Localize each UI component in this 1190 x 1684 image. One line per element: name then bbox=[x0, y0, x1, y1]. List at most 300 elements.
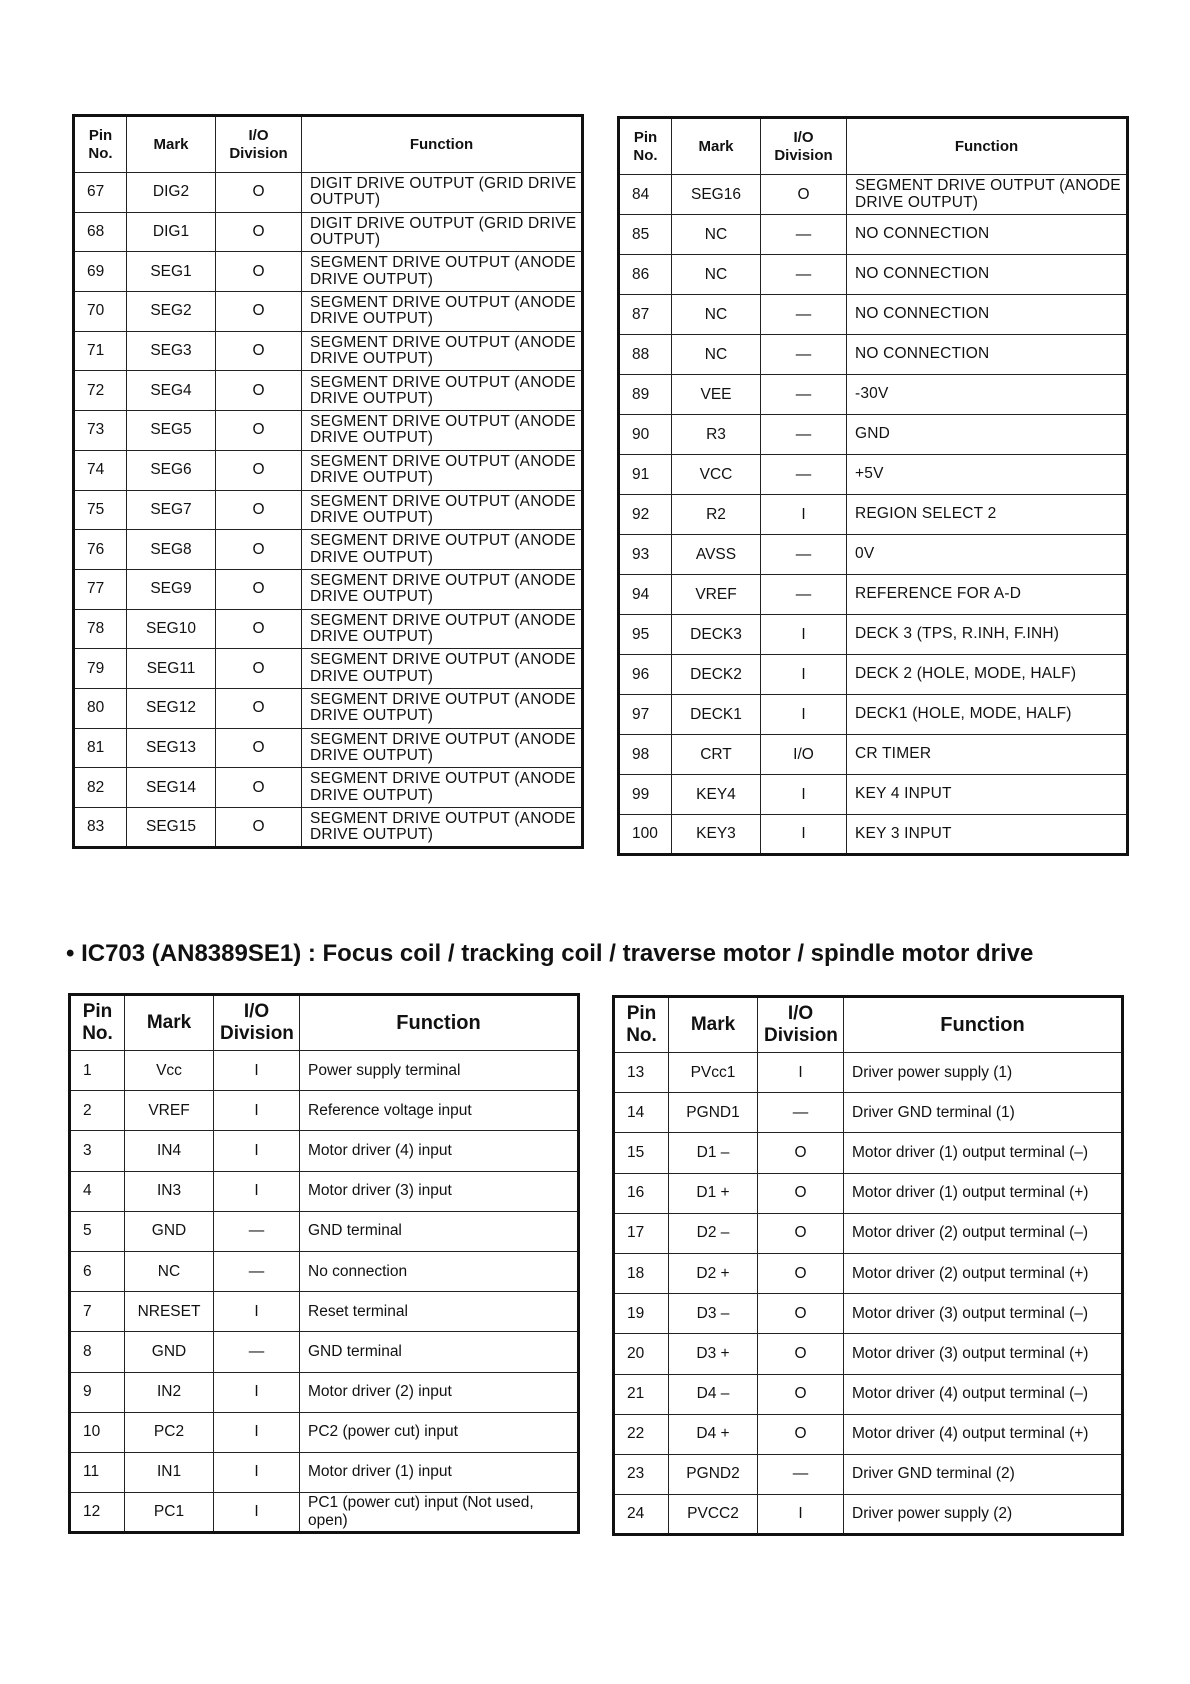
pin-cell: 14 bbox=[614, 1093, 669, 1133]
function-cell: SEGMENT DRIVE OUTPUT (ANODE DRIVE OUTPUT) bbox=[302, 808, 583, 848]
io-cell: I bbox=[761, 695, 847, 735]
pin-cell: 23 bbox=[614, 1454, 669, 1494]
header-mark: Mark bbox=[127, 116, 216, 173]
io-cell: I bbox=[214, 1412, 300, 1452]
function-cell: Motor driver (3) output terminal (+) bbox=[844, 1334, 1123, 1374]
mark-cell: SEG11 bbox=[127, 649, 216, 689]
table-row bbox=[614, 1053, 1123, 1093]
mark-cell: SEG9 bbox=[127, 569, 216, 609]
function-cell: SEGMENT DRIVE OUTPUT (ANODE DRIVE OUTPUT) bbox=[302, 252, 583, 292]
mark-cell: IN2 bbox=[125, 1372, 214, 1412]
function-cell: DIGIT DRIVE OUTPUT (GRID DRIVE OUTPUT) bbox=[302, 212, 583, 252]
pin-cell: 79 bbox=[74, 649, 127, 689]
mark-cell: PVCC2 bbox=[669, 1495, 758, 1535]
pin-cell: 4 bbox=[70, 1171, 125, 1211]
table-row bbox=[70, 1091, 579, 1131]
table-row bbox=[74, 490, 583, 530]
io-cell: O bbox=[216, 728, 302, 768]
table-row bbox=[614, 1173, 1123, 1213]
io-cell: O bbox=[216, 609, 302, 649]
function-cell: Motor driver (3) output terminal (–) bbox=[844, 1294, 1123, 1334]
pin-cell: 8 bbox=[70, 1332, 125, 1372]
function-cell: No connection bbox=[300, 1251, 579, 1291]
mark-cell: D2 – bbox=[669, 1213, 758, 1253]
pin-cell: 98 bbox=[619, 735, 672, 775]
header-pin: Pin No. bbox=[70, 995, 125, 1051]
pin-cell: 20 bbox=[614, 1334, 669, 1374]
mark-cell: Vcc bbox=[125, 1051, 214, 1091]
table-row bbox=[619, 455, 1128, 495]
table-row bbox=[619, 415, 1128, 455]
pin-cell: 71 bbox=[74, 331, 127, 371]
io-cell: I bbox=[214, 1493, 300, 1533]
pin-cell: 94 bbox=[619, 575, 672, 615]
io-cell: — bbox=[761, 455, 847, 495]
pin-cell: 90 bbox=[619, 415, 672, 455]
mark-cell: GND bbox=[125, 1332, 214, 1372]
pin-cell: 67 bbox=[74, 173, 127, 213]
table-row bbox=[74, 371, 583, 411]
table-row bbox=[70, 1493, 579, 1533]
io-cell: — bbox=[758, 1093, 844, 1133]
function-cell: 0V bbox=[847, 535, 1128, 575]
table-row bbox=[74, 728, 583, 768]
pin-cell: 5 bbox=[70, 1211, 125, 1251]
section-heading-ic703: • IC703 (AN8389SE1) : Focus coil / tracking coil / traverse motor / spindle motor drive bbox=[66, 940, 1034, 967]
function-cell: SEGMENT DRIVE OUTPUT (ANODE DRIVE OUTPUT) bbox=[302, 490, 583, 530]
function-cell: DECK1 (HOLE, MODE, HALF) bbox=[847, 695, 1128, 735]
function-cell: Motor driver (1) output terminal (–) bbox=[844, 1133, 1123, 1173]
pin-cell: 99 bbox=[619, 775, 672, 815]
table-row bbox=[614, 1294, 1123, 1334]
pin-cell: 21 bbox=[614, 1374, 669, 1414]
function-cell: DIGIT DRIVE OUTPUT (GRID DRIVE OUTPUT) bbox=[302, 173, 583, 213]
header-io: I/O Division bbox=[758, 997, 844, 1053]
pin-cell: 97 bbox=[619, 695, 672, 735]
table-row bbox=[70, 1211, 579, 1251]
pin-cell: 2 bbox=[70, 1091, 125, 1131]
io-cell: O bbox=[216, 768, 302, 808]
pin-cell: 6 bbox=[70, 1251, 125, 1291]
table-row bbox=[74, 450, 583, 490]
io-cell: O bbox=[216, 490, 302, 530]
header-function: Function bbox=[302, 116, 583, 173]
function-cell: SEGMENT DRIVE OUTPUT (ANODE DRIVE OUTPUT) bbox=[302, 688, 583, 728]
mark-cell: DIG1 bbox=[127, 212, 216, 252]
function-cell: Motor driver (4) output terminal (–) bbox=[844, 1374, 1123, 1414]
header-function: Function bbox=[844, 997, 1123, 1053]
table-row bbox=[614, 1495, 1123, 1535]
mark-cell: SEG2 bbox=[127, 292, 216, 332]
table-row bbox=[74, 252, 583, 292]
pin-cell: 16 bbox=[614, 1173, 669, 1213]
function-cell: GND terminal bbox=[300, 1211, 579, 1251]
table-row bbox=[74, 212, 583, 252]
mark-cell: DECK1 bbox=[672, 695, 761, 735]
table-row bbox=[74, 688, 583, 728]
header-pin: Pin No. bbox=[74, 116, 127, 173]
header-io: I/O Division bbox=[216, 116, 302, 173]
io-cell: I bbox=[758, 1053, 844, 1093]
function-cell: Motor driver (4) input bbox=[300, 1131, 579, 1171]
table-row bbox=[74, 768, 583, 808]
pin-cell: 1 bbox=[70, 1051, 125, 1091]
function-cell: SEGMENT DRIVE OUTPUT (ANODE DRIVE OUTPUT) bbox=[302, 569, 583, 609]
mark-cell: SEG14 bbox=[127, 768, 216, 808]
table-row bbox=[74, 530, 583, 570]
io-cell: I bbox=[214, 1452, 300, 1492]
function-cell: Motor driver (2) input bbox=[300, 1372, 579, 1412]
table-row bbox=[74, 331, 583, 371]
table-row bbox=[614, 1334, 1123, 1374]
pin-cell: 92 bbox=[619, 495, 672, 535]
function-cell: SEGMENT DRIVE OUTPUT (ANODE DRIVE OUTPUT) bbox=[302, 530, 583, 570]
mark-cell: SEG13 bbox=[127, 728, 216, 768]
pin-cell: 83 bbox=[74, 808, 127, 848]
pin-cell: 72 bbox=[74, 371, 127, 411]
io-cell: O bbox=[216, 371, 302, 411]
function-cell: NO CONNECTION bbox=[847, 295, 1128, 335]
io-cell: O bbox=[216, 569, 302, 609]
mark-cell: D1 – bbox=[669, 1133, 758, 1173]
pin-table-84-100 bbox=[617, 116, 1129, 856]
table-row bbox=[614, 1133, 1123, 1173]
pin-cell: 93 bbox=[619, 535, 672, 575]
mark-cell: DECK3 bbox=[672, 615, 761, 655]
table-row bbox=[619, 215, 1128, 255]
io-cell: — bbox=[214, 1211, 300, 1251]
function-cell: -30V bbox=[847, 375, 1128, 415]
mark-cell: DIG2 bbox=[127, 173, 216, 213]
io-cell: — bbox=[758, 1454, 844, 1494]
pin-cell: 12 bbox=[70, 1493, 125, 1533]
function-cell: PC1 (power cut) input (Not used, open) bbox=[300, 1493, 579, 1533]
header-function: Function bbox=[300, 995, 579, 1051]
function-cell: DECK 3 (TPS, R.INH, F.INH) bbox=[847, 615, 1128, 655]
mark-cell: R3 bbox=[672, 415, 761, 455]
pin-cell: 82 bbox=[74, 768, 127, 808]
table-header-row bbox=[70, 995, 579, 1051]
mark-cell: SEG3 bbox=[127, 331, 216, 371]
io-cell: O bbox=[216, 331, 302, 371]
table-row bbox=[70, 1251, 579, 1291]
table-row bbox=[619, 775, 1128, 815]
io-cell: — bbox=[761, 415, 847, 455]
mark-cell: GND bbox=[125, 1211, 214, 1251]
io-cell: O bbox=[216, 292, 302, 332]
pin-cell: 84 bbox=[619, 175, 672, 215]
pin-cell: 69 bbox=[74, 252, 127, 292]
function-cell: NO CONNECTION bbox=[847, 255, 1128, 295]
pin-cell: 3 bbox=[70, 1131, 125, 1171]
function-cell: KEY 4 INPUT bbox=[847, 775, 1128, 815]
pin-cell: 74 bbox=[74, 450, 127, 490]
header-mark: Mark bbox=[672, 118, 761, 175]
io-cell: I bbox=[761, 495, 847, 535]
mark-cell: PC1 bbox=[125, 1493, 214, 1533]
function-cell: SEGMENT DRIVE OUTPUT (ANODE DRIVE OUTPUT) bbox=[302, 292, 583, 332]
pin-cell: 70 bbox=[74, 292, 127, 332]
mark-cell: D3 – bbox=[669, 1294, 758, 1334]
io-cell: O bbox=[216, 688, 302, 728]
function-cell: SEGMENT DRIVE OUTPUT (ANODE DRIVE OUTPUT) bbox=[302, 331, 583, 371]
pin-cell: 78 bbox=[74, 609, 127, 649]
mark-cell: VCC bbox=[672, 455, 761, 495]
io-cell: O bbox=[216, 212, 302, 252]
table-row bbox=[70, 1051, 579, 1091]
table-row bbox=[619, 615, 1128, 655]
io-cell: O bbox=[761, 175, 847, 215]
header-pin: Pin No. bbox=[614, 997, 669, 1053]
io-cell: I bbox=[761, 655, 847, 695]
pin-cell: 85 bbox=[619, 215, 672, 255]
io-cell: I bbox=[214, 1091, 300, 1131]
pin-cell: 91 bbox=[619, 455, 672, 495]
mark-cell: PVcc1 bbox=[669, 1053, 758, 1093]
mark-cell: SEG1 bbox=[127, 252, 216, 292]
mark-cell: KEY4 bbox=[672, 775, 761, 815]
io-cell: I bbox=[214, 1292, 300, 1332]
table-row bbox=[619, 495, 1128, 535]
io-cell: — bbox=[761, 335, 847, 375]
pin-cell: 87 bbox=[619, 295, 672, 335]
function-cell: GND bbox=[847, 415, 1128, 455]
table-header-row bbox=[74, 116, 583, 173]
pin-cell: 19 bbox=[614, 1294, 669, 1334]
mark-cell: VEE bbox=[672, 375, 761, 415]
mark-cell: SEG7 bbox=[127, 490, 216, 530]
table-row bbox=[74, 609, 583, 649]
io-cell: I bbox=[214, 1171, 300, 1211]
mark-cell: D4 + bbox=[669, 1414, 758, 1454]
pin-cell: 7 bbox=[70, 1292, 125, 1332]
table-row bbox=[614, 1454, 1123, 1494]
io-cell: O bbox=[758, 1294, 844, 1334]
function-cell: Motor driver (2) output terminal (–) bbox=[844, 1213, 1123, 1253]
table-row bbox=[619, 335, 1128, 375]
table-row bbox=[619, 535, 1128, 575]
table-row bbox=[614, 1414, 1123, 1454]
mark-cell: AVSS bbox=[672, 535, 761, 575]
io-cell: I bbox=[761, 775, 847, 815]
table-row bbox=[70, 1412, 579, 1452]
table-row bbox=[614, 1253, 1123, 1293]
pin-cell: 68 bbox=[74, 212, 127, 252]
pin-cell: 17 bbox=[614, 1213, 669, 1253]
mark-cell: SEG10 bbox=[127, 609, 216, 649]
table-row bbox=[70, 1131, 579, 1171]
mark-cell: IN1 bbox=[125, 1452, 214, 1492]
mark-cell: VREF bbox=[672, 575, 761, 615]
mark-cell: R2 bbox=[672, 495, 761, 535]
pin-cell: 77 bbox=[74, 569, 127, 609]
io-cell: O bbox=[758, 1173, 844, 1213]
function-cell: Driver power supply (1) bbox=[844, 1053, 1123, 1093]
mark-cell: CRT bbox=[672, 735, 761, 775]
function-cell: Motor driver (1) output terminal (+) bbox=[844, 1173, 1123, 1213]
function-cell: Power supply terminal bbox=[300, 1051, 579, 1091]
pin-cell: 80 bbox=[74, 688, 127, 728]
io-cell: I bbox=[214, 1051, 300, 1091]
function-cell: CR TIMER bbox=[847, 735, 1128, 775]
pin-cell: 81 bbox=[74, 728, 127, 768]
header-io: I/O Division bbox=[761, 118, 847, 175]
function-cell: Driver GND terminal (1) bbox=[844, 1093, 1123, 1133]
pin-cell: 100 bbox=[619, 815, 672, 855]
mark-cell: PC2 bbox=[125, 1412, 214, 1452]
function-cell: NO CONNECTION bbox=[847, 215, 1128, 255]
io-cell: O bbox=[758, 1253, 844, 1293]
header-pin: Pin No. bbox=[619, 118, 672, 175]
table-row bbox=[74, 292, 583, 332]
table-row bbox=[619, 175, 1128, 215]
table-row bbox=[74, 173, 583, 213]
mark-cell: PGND1 bbox=[669, 1093, 758, 1133]
function-cell: SEGMENT DRIVE OUTPUT (ANODE DRIVE OUTPUT) bbox=[302, 609, 583, 649]
pin-cell: 95 bbox=[619, 615, 672, 655]
function-cell: Motor driver (3) input bbox=[300, 1171, 579, 1211]
io-cell: — bbox=[761, 255, 847, 295]
function-cell: SEGMENT DRIVE OUTPUT (ANODE DRIVE OUTPUT) bbox=[302, 728, 583, 768]
pin-cell: 86 bbox=[619, 255, 672, 295]
header-io: I/O Division bbox=[214, 995, 300, 1051]
mark-cell: SEG8 bbox=[127, 530, 216, 570]
table-row bbox=[619, 375, 1128, 415]
io-cell: — bbox=[761, 535, 847, 575]
mark-cell: NC bbox=[672, 335, 761, 375]
table-row bbox=[74, 808, 583, 848]
io-cell: — bbox=[761, 575, 847, 615]
pin-cell: 73 bbox=[74, 411, 127, 451]
pin-cell: 9 bbox=[70, 1372, 125, 1412]
pin-cell: 22 bbox=[614, 1414, 669, 1454]
header-function: Function bbox=[847, 118, 1128, 175]
table-row bbox=[614, 1093, 1123, 1133]
mark-cell: D3 + bbox=[669, 1334, 758, 1374]
function-cell: NO CONNECTION bbox=[847, 335, 1128, 375]
io-cell: O bbox=[758, 1334, 844, 1374]
mark-cell: SEG16 bbox=[672, 175, 761, 215]
io-cell: I bbox=[214, 1131, 300, 1171]
io-cell: O bbox=[758, 1374, 844, 1414]
pin-cell: 13 bbox=[614, 1053, 669, 1093]
header-mark: Mark bbox=[125, 995, 214, 1051]
io-cell: I bbox=[761, 615, 847, 655]
io-cell: — bbox=[761, 375, 847, 415]
table-row bbox=[614, 1374, 1123, 1414]
function-cell: Motor driver (1) input bbox=[300, 1452, 579, 1492]
io-cell: O bbox=[216, 411, 302, 451]
io-cell: O bbox=[216, 450, 302, 490]
function-cell: REFERENCE FOR A-D bbox=[847, 575, 1128, 615]
pin-cell: 24 bbox=[614, 1495, 669, 1535]
function-cell: SEGMENT DRIVE OUTPUT (ANODE DRIVE OUTPUT) bbox=[302, 371, 583, 411]
mark-cell: VREF bbox=[125, 1091, 214, 1131]
table-row bbox=[619, 655, 1128, 695]
table-header-row bbox=[619, 118, 1128, 175]
pin-cell: 89 bbox=[619, 375, 672, 415]
mark-cell: D1 + bbox=[669, 1173, 758, 1213]
mark-cell: SEG12 bbox=[127, 688, 216, 728]
io-cell: I bbox=[758, 1495, 844, 1535]
table-row bbox=[619, 695, 1128, 735]
function-cell: SEGMENT DRIVE OUTPUT (ANODE DRIVE OUTPUT) bbox=[302, 649, 583, 689]
mark-cell: NC bbox=[672, 295, 761, 335]
pin-cell: 15 bbox=[614, 1133, 669, 1173]
mark-cell: SEG15 bbox=[127, 808, 216, 848]
mark-cell: D2 + bbox=[669, 1253, 758, 1293]
io-cell: — bbox=[761, 215, 847, 255]
table-row bbox=[70, 1332, 579, 1372]
table-row bbox=[70, 1452, 579, 1492]
table-row bbox=[74, 649, 583, 689]
table-row bbox=[74, 569, 583, 609]
mark-cell: D4 – bbox=[669, 1374, 758, 1414]
function-cell: KEY 3 INPUT bbox=[847, 815, 1128, 855]
table-row bbox=[619, 295, 1128, 335]
function-cell: SEGMENT DRIVE OUTPUT (ANODE DRIVE OUTPUT) bbox=[302, 450, 583, 490]
table-row bbox=[614, 1213, 1123, 1253]
table-row bbox=[70, 1171, 579, 1211]
function-cell: +5V bbox=[847, 455, 1128, 495]
table-row bbox=[619, 575, 1128, 615]
io-cell: O bbox=[758, 1133, 844, 1173]
function-cell: SEGMENT DRIVE OUTPUT (ANODE DRIVE OUTPUT) bbox=[302, 768, 583, 808]
io-cell: O bbox=[216, 808, 302, 848]
io-cell: O bbox=[216, 530, 302, 570]
mark-cell: SEG5 bbox=[127, 411, 216, 451]
io-cell: O bbox=[216, 649, 302, 689]
function-cell: PC2 (power cut) input bbox=[300, 1412, 579, 1452]
function-cell: Reference voltage input bbox=[300, 1091, 579, 1131]
function-cell: Driver GND terminal (2) bbox=[844, 1454, 1123, 1494]
function-cell: GND terminal bbox=[300, 1332, 579, 1372]
function-cell: Motor driver (4) output terminal (+) bbox=[844, 1414, 1123, 1454]
table-row bbox=[70, 1372, 579, 1412]
table-header-row bbox=[614, 997, 1123, 1053]
pin-cell: 76 bbox=[74, 530, 127, 570]
io-cell: O bbox=[216, 252, 302, 292]
io-cell: — bbox=[214, 1251, 300, 1291]
pin-table-67-83 bbox=[72, 114, 584, 849]
pin-cell: 88 bbox=[619, 335, 672, 375]
function-cell: Driver power supply (2) bbox=[844, 1495, 1123, 1535]
mark-cell: SEG6 bbox=[127, 450, 216, 490]
pin-cell: 96 bbox=[619, 655, 672, 695]
mark-cell: DECK2 bbox=[672, 655, 761, 695]
mark-cell: NC bbox=[672, 215, 761, 255]
function-cell: SEGMENT DRIVE OUTPUT (ANODE DRIVE OUTPUT) bbox=[847, 175, 1128, 215]
io-cell: I bbox=[214, 1372, 300, 1412]
pin-cell: 10 bbox=[70, 1412, 125, 1452]
pin-cell: 11 bbox=[70, 1452, 125, 1492]
io-cell: I/O bbox=[761, 735, 847, 775]
io-cell: — bbox=[761, 295, 847, 335]
function-cell: DECK 2 (HOLE, MODE, HALF) bbox=[847, 655, 1128, 695]
header-mark: Mark bbox=[669, 997, 758, 1053]
function-cell: SEGMENT DRIVE OUTPUT (ANODE DRIVE OUTPUT) bbox=[302, 411, 583, 451]
io-cell: I bbox=[761, 815, 847, 855]
pin-cell: 18 bbox=[614, 1253, 669, 1293]
function-cell: Motor driver (2) output terminal (+) bbox=[844, 1253, 1123, 1293]
io-cell: O bbox=[216, 173, 302, 213]
mark-cell: KEY3 bbox=[672, 815, 761, 855]
io-cell: O bbox=[758, 1414, 844, 1454]
function-cell: REGION SELECT 2 bbox=[847, 495, 1128, 535]
mark-cell: PGND2 bbox=[669, 1454, 758, 1494]
table-row bbox=[70, 1292, 579, 1332]
table-row bbox=[619, 255, 1128, 295]
